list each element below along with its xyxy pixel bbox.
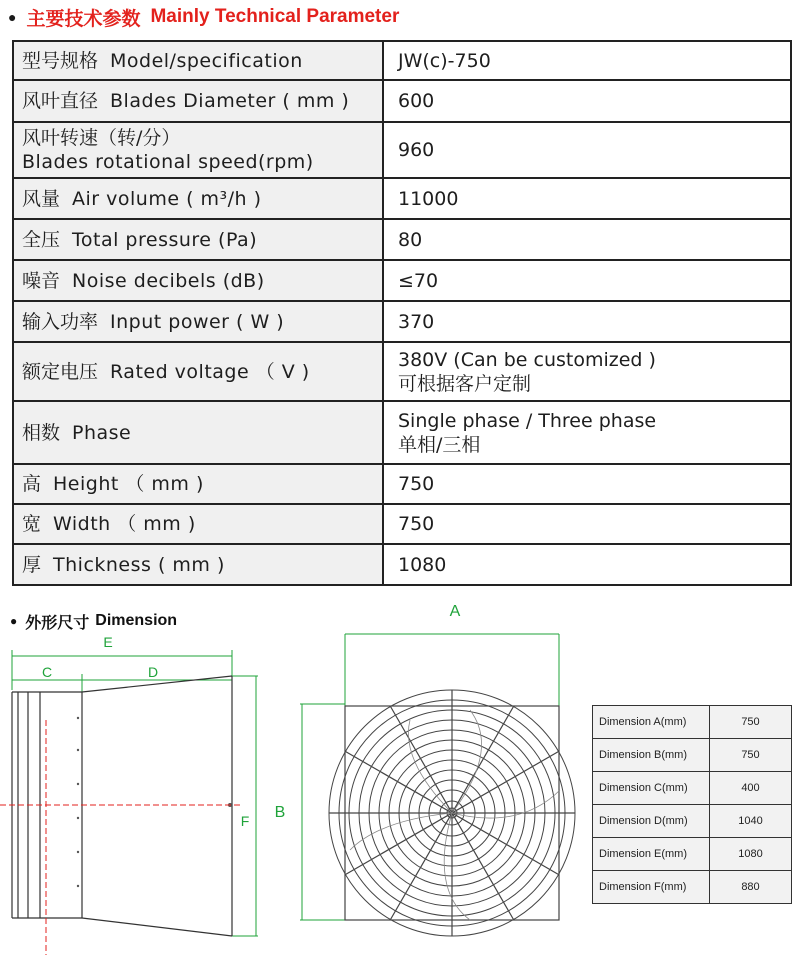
spec-value [383, 464, 791, 504]
spec-value [383, 219, 791, 260]
spec-value-text: 80 [398, 228, 423, 251]
spec-label-en: Width （ mm ) [53, 513, 196, 535]
heading-zh: 主要技术参数 [26, 8, 141, 30]
dimension-label: Dimension B(mm) [593, 739, 710, 772]
dimension-table [592, 705, 792, 904]
spec-label [13, 80, 383, 122]
spec-label-zh: 宽 [22, 513, 42, 535]
dimension-row [593, 772, 792, 805]
spec-row [13, 401, 791, 464]
spec-label-en: Total pressure (Pa) [72, 228, 258, 251]
spec-label [13, 464, 383, 504]
spec-value [383, 301, 791, 342]
spec-label-en: Height （ mm ) [53, 473, 204, 495]
spec-value [383, 401, 791, 464]
spec-row [13, 178, 791, 219]
label-e: E [103, 634, 113, 650]
spec-value-text-zh: 单相/三相 [398, 433, 481, 456]
spec-label [13, 260, 383, 301]
heading-en: Mainly Technical Parameter [150, 6, 400, 27]
spec-value [383, 544, 791, 585]
spec-value-text: Single phase / Three phase [398, 409, 657, 432]
spec-label [13, 544, 383, 585]
label-a: A [449, 603, 461, 620]
spec-row [13, 342, 791, 401]
dimension-label: Dimension F(mm) [593, 871, 710, 904]
dimension-value: 750 [710, 739, 792, 772]
spec-label [13, 401, 383, 464]
heading2-en: Dimension [95, 612, 178, 629]
spec-value [383, 260, 791, 301]
dimension-value: 750 [710, 706, 792, 739]
spec-label-zh: 全压 [22, 228, 61, 251]
spec-value [383, 178, 791, 219]
spec-row [13, 544, 791, 585]
spec-label [13, 219, 383, 260]
dimension-row [593, 838, 792, 871]
spec-row [13, 464, 791, 504]
spec-row [13, 260, 791, 301]
dimension-label: Dimension C(mm) [593, 772, 710, 805]
spec-value [383, 504, 791, 544]
spec-label-zh: 输入功率 [22, 310, 99, 333]
spec-value-text: 600 [398, 90, 435, 112]
label-c: C [41, 664, 53, 680]
dimension-value: 880 [710, 871, 792, 904]
spec-value-text: ≤70 [398, 269, 439, 292]
dimension-row [593, 805, 792, 838]
spec-label-zh: 风量 [22, 187, 61, 210]
spec-label-zh: 风叶转速（转/分） [22, 127, 181, 149]
spec-value-text: 750 [398, 513, 435, 535]
dimension-value: 1040 [710, 805, 792, 838]
spec-label-zh: 高 [22, 473, 42, 495]
dimension-value: 1080 [710, 838, 792, 871]
spec-value [383, 41, 791, 80]
spec-label-en: Phase [72, 421, 132, 444]
label-b: B [274, 804, 286, 821]
heading2-zh: 外形尺寸 [25, 614, 90, 632]
spec-value-text: 370 [398, 310, 435, 333]
dimension-row [593, 871, 792, 904]
spec-label-en: Air volume ( m³/h ) [72, 187, 262, 210]
spec-value-text: 750 [398, 473, 435, 495]
spec-row [13, 301, 791, 342]
spec-row [13, 122, 791, 178]
label-f: F [240, 813, 250, 829]
spec-value-text: 11000 [398, 187, 459, 210]
dimension-label: Dimension D(mm) [593, 805, 710, 838]
spec-value [383, 342, 791, 401]
spec-value-text: 380V (Can be customized ) [398, 348, 656, 371]
spec-label-zh: 额定电压 [22, 360, 99, 383]
spec-value [383, 122, 791, 178]
dimension-row [593, 706, 792, 739]
spec-label [13, 342, 383, 401]
spec-row [13, 504, 791, 544]
spec-label-en: Model/specification [110, 49, 303, 72]
dimension-label: Dimension A(mm) [593, 706, 710, 739]
side-view [0, 650, 258, 955]
spec-label-en: Thickness ( mm ) [53, 553, 225, 576]
bullet-icon: ● [10, 614, 18, 628]
spec-label-en: Noise decibels (dB) [72, 269, 265, 292]
spec-table [12, 40, 792, 586]
spec-value-text: JW(c)-750 [398, 49, 491, 72]
dimension-label: Dimension E(mm) [593, 838, 710, 871]
spec-label-en: Blades rotational speed(rpm) [22, 151, 314, 173]
spec-label [13, 122, 383, 178]
spec-label-zh: 相数 [22, 421, 61, 444]
spec-value-text: 1080 [398, 553, 447, 576]
bullet-icon: ● [8, 9, 17, 25]
section-heading-parameters [8, 4, 399, 30]
spec-label-en: Input power ( W ) [110, 310, 285, 333]
spec-label-en: Blades Diameter ( mm ) [110, 90, 350, 112]
spec-row [13, 219, 791, 260]
spec-value-text-zh: 可根据客户定制 [398, 372, 532, 395]
dimension-value: 400 [710, 772, 792, 805]
spec-label [13, 178, 383, 219]
spec-label-zh: 风叶直径 [22, 90, 99, 112]
label-d: D [147, 664, 159, 680]
spec-row [13, 41, 791, 80]
spec-label [13, 504, 383, 544]
front-view [300, 634, 575, 936]
spec-row [13, 80, 791, 122]
spec-label [13, 41, 383, 80]
spec-value-text: 960 [398, 139, 435, 161]
spec-label-zh: 噪音 [22, 269, 61, 292]
spec-value [383, 80, 791, 122]
spec-label [13, 301, 383, 342]
spec-label-en: Rated voltage （ V ) [110, 360, 310, 383]
spec-label-zh: 厚 [22, 553, 42, 576]
spec-label-zh: 型号规格 [22, 49, 99, 72]
dimension-row [593, 739, 792, 772]
